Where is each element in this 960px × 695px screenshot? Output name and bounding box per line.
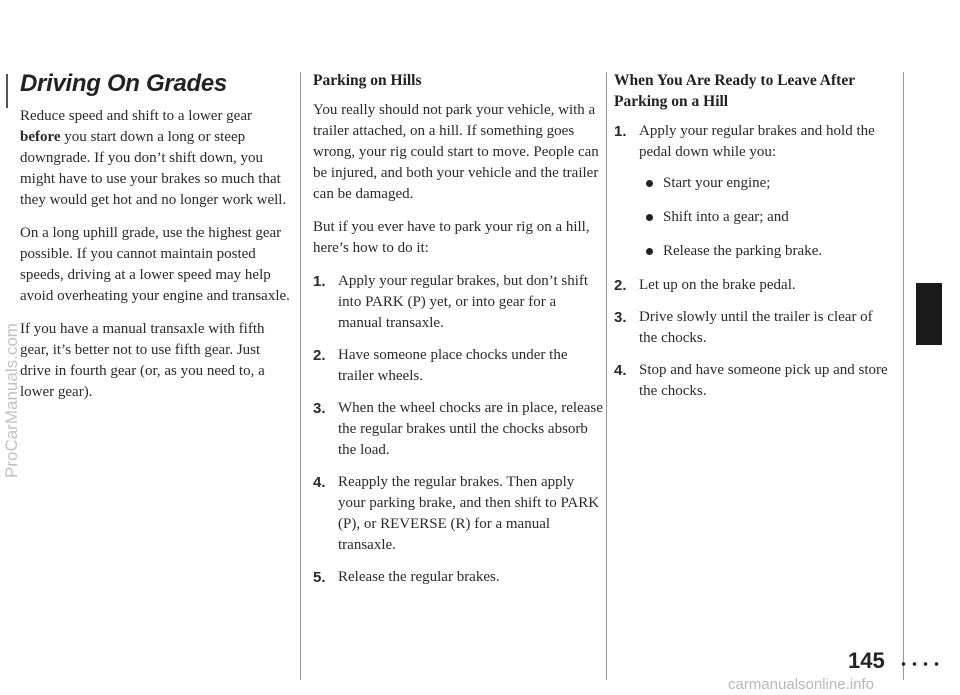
list-item: Release the parking brake.: [639, 241, 894, 262]
subsection-heading: When You Are Ready to Leave After Parking on a Hill: [614, 72, 855, 110]
section-marker: [6, 74, 8, 108]
step-number: 3.: [614, 309, 627, 326]
bullet-icon: [646, 214, 653, 221]
page-number: 145: [848, 648, 885, 673]
step-number: 1.: [614, 123, 627, 140]
step-number: 4.: [313, 474, 326, 491]
section-heading: Driving On Grades: [20, 70, 227, 97]
left-column: [20, 70, 292, 415]
steps-list: [614, 121, 894, 402]
step-text: Drive slowly until the trailer is clear of the chocks.: [639, 309, 873, 346]
step-text: Apply your regular brakes and hold the pedal down while you:: [639, 123, 875, 160]
step-text: Release the regular brakes.: [338, 569, 500, 585]
paragraph: You really should not park your vehicle, with a trailer attached, on a hill. If something goes wrong, your rig could start to move. People can be injured, and both your vehicle and the trailer can be damaged.: [313, 102, 599, 202]
list-item: [614, 360, 894, 402]
column-divider: [606, 72, 607, 680]
column-divider: [300, 72, 301, 680]
step-number: 5.: [313, 569, 326, 586]
paragraph: If you have a manual transaxle with fifth gear, it’s better not to use fifth gear. Just drive in fourth gear (or, as you need to, a lower gear).: [20, 321, 265, 400]
watermark-left: ProCarManuals.com: [2, 323, 21, 478]
step-text: Reapply the regular brakes. Then apply your parking brake, and then shift to PARK (P), or REVERSE (R) for a manual transaxle.: [338, 474, 600, 553]
page-number-dots: [898, 662, 944, 666]
paragraph: But if you ever have to park your rig on a hill, here’s how to do it:: [313, 219, 590, 256]
step-text: Stop and have someone pick up and store the chocks.: [639, 362, 888, 399]
list-item: Start your engine;: [639, 173, 894, 194]
list-item: [313, 398, 603, 461]
list-item: [614, 307, 894, 349]
step-number: 1.: [313, 273, 326, 290]
section-tab-marker: [916, 283, 942, 345]
list-item: [614, 121, 894, 262]
step-text: When the wheel chocks are in place, release the regular brakes until the chocks absorb the load.: [338, 400, 603, 458]
bullet-icon: [646, 248, 653, 255]
middle-column: [313, 70, 603, 599]
paragraph: Reduce speed and shift to a lower gear before you start down a long or steep downgrade. If you don’t shift down, you might have to use your brakes so much that they would get hot and no longer work well.: [20, 108, 287, 208]
column-divider: [903, 72, 904, 680]
bullet-icon: [646, 180, 653, 187]
list-item: Shift into a gear; and: [639, 207, 894, 228]
emphasis-text: before: [20, 129, 61, 145]
step-text: Apply your regular brakes, but don’t shift into PARK (P) yet, or into gear for a manual transaxle.: [338, 273, 589, 331]
bullet-list: [639, 173, 894, 262]
step-number: 4.: [614, 362, 627, 379]
step-number: 2.: [614, 277, 627, 294]
list-item: [313, 567, 603, 588]
steps-list: [313, 271, 603, 588]
step-number: 3.: [313, 400, 326, 417]
step-number: 2.: [313, 347, 326, 364]
watermark-bottom: carmanualsonline.info: [728, 676, 874, 693]
right-column: [614, 70, 894, 413]
list-item: [313, 345, 603, 387]
list-item: [313, 472, 603, 556]
step-text: Have someone place chocks under the trailer wheels.: [338, 347, 568, 384]
list-item: [614, 275, 894, 296]
list-item: [313, 271, 603, 334]
subsection-heading: Parking on Hills: [313, 72, 422, 89]
paragraph: On a long uphill grade, use the highest gear possible. If you cannot maintain posted speeds, driving at a lower speed may help avoid overheating your engine and transaxle.: [20, 225, 290, 304]
step-text: Let up on the brake pedal.: [639, 277, 796, 293]
